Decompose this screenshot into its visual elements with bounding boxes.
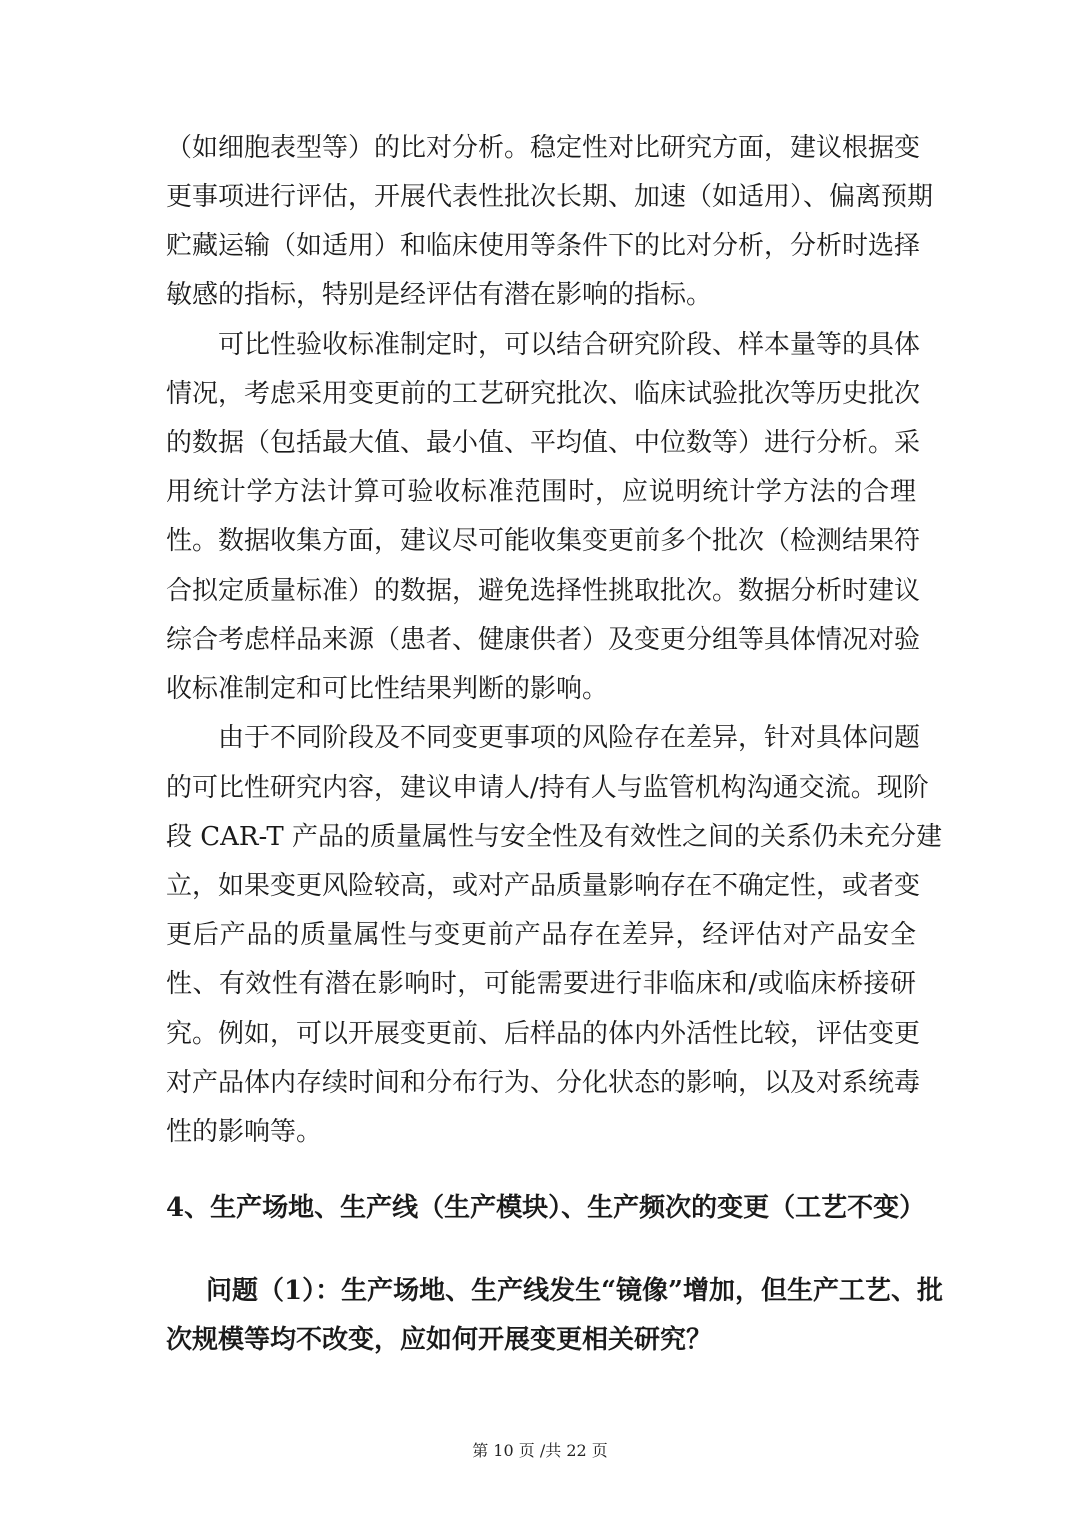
paragraph-line: 性、有效性有潜在影响时，可能需要进行非临床和/或临床桥接研 [166, 969, 916, 999]
question-line: 次规模等均不改变，应如何开展变更相关研究？ [166, 1325, 713, 1355]
paragraph-line: 合拟定质量标准）的数据，避免选择性挑取批次。数据分析时建议 [166, 576, 921, 606]
page-number: 第 10 页 /共 22 页 [472, 1441, 608, 1460]
paragraph-line: 收标准制定和可比性结果判断的影响。 [166, 674, 609, 704]
paragraph-line: 更事项进行评估，开展代表性批次长期、加速（如适用）、偏离预期 [166, 182, 934, 212]
paragraph-line: 敏感的指标，特别是经评估有潜在影响的指标。 [166, 280, 713, 310]
paragraph-line: 由于不同阶段及不同变更事项的风险存在差异，针对具体问题 [218, 723, 921, 753]
paragraph-line: 段 CAR-T 产品的质量属性与安全性及有效性之间的关系仍未充分建 [166, 822, 942, 852]
paragraph-line: 用统计学方法计算可验收标准范围时，应说明统计学方法的合理 [166, 477, 916, 507]
paragraph-line: 性的影响等。 [166, 1117, 323, 1147]
paragraph-line: 情况，考虑采用变更前的工艺研究批次、临床试验批次等历史批次 [166, 379, 921, 409]
paragraph-line: 更后产品的质量属性与变更前产品存在差异，经评估对产品安全 [166, 920, 916, 950]
paragraph-line: 的数据（包括最大值、最小值、平均值、中位数等）进行分析。采 [166, 428, 921, 458]
paragraph-line: 性。数据收集方面，建议尽可能收集变更前多个批次（检测结果符 [166, 526, 921, 556]
paragraph-line: 立，如果变更风险较高，或对产品质量影响存在不确定性，或者变 [166, 871, 921, 901]
paragraph-line: 综合考虑样品来源（患者、健康供者）及变更分组等具体情况对验 [166, 625, 921, 655]
paragraph-line: 对产品体内存续时间和分布行为、分化状态的影响，以及对系统毒 [166, 1068, 921, 1098]
paragraph-line: 的可比性研究内容，建议申请人/持有人与监管机构沟通交流。现阶 [166, 773, 929, 803]
paragraph-line: （如细胞表型等）的比对分析。稳定性对比研究方面，建议根据变 [166, 133, 921, 163]
paragraph-line: 可比性验收标准制定时，可以结合研究阶段、样本量等的具体 [218, 330, 921, 360]
section-heading: 4、生产场地、生产线（生产模块）、生产频次的变更（工艺不变） [166, 1193, 926, 1223]
question-line: 问题（1）：生产场地、生产线发生“镜像”增加，但生产工艺、批 [206, 1276, 944, 1306]
paragraph-line: 贮藏运输（如适用）和临床使用等条件下的比对分析，分析时选择 [166, 231, 921, 261]
paragraph-line: 究。例如，可以开展变更前、后样品的体内外活性比较，评估变更 [166, 1019, 921, 1049]
